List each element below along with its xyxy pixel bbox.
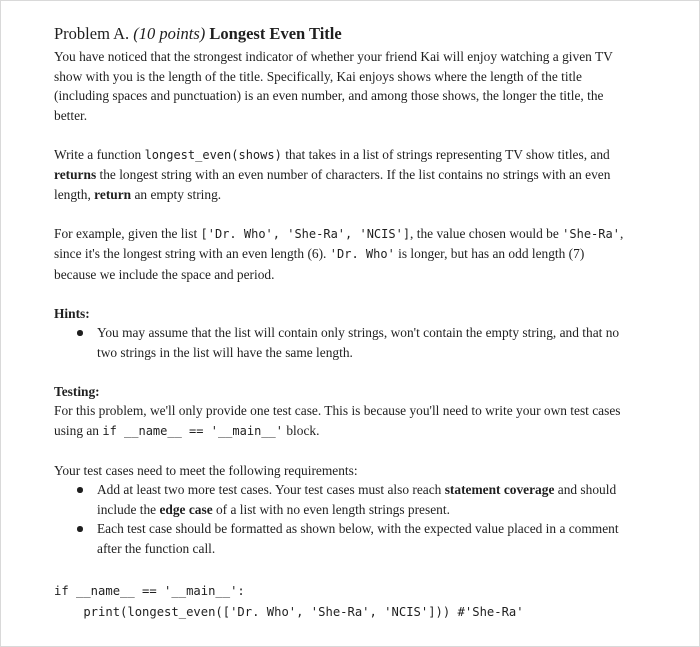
problem-title	[54, 23, 624, 45]
example-list-code: ['Dr. Who', 'She-Ra', 'NCIS']	[200, 226, 411, 241]
intro-paragraph: You have noticed that the strongest indicator of whether your friend Kai will enjoy watching a given TV show with you is the length of the title. Specifically, Kai enjoys shows where the length of the title (including spaces and punctuation) is an even number, and among those shows, the longer the title, the better.	[54, 49, 613, 123]
list-item: Add at least two more test cases. Your test cases must also reach statement coverage and should include the edge case of a list with no even length strings present.	[97, 480, 624, 519]
testing-paragraph: For this problem, we'll only provide one test case. This is because you'll need to write your own test cases using an if __name__ == '__main__' block.	[54, 403, 621, 438]
hints-list	[54, 323, 624, 362]
example-paragraph: For example, given the list ['Dr. Who', 'She-Ra', 'NCIS'], the value chosen would be 'She-Ra', since it's the longest string with an even length (6). 'Dr. Who' is longer, but has an odd length (7) because we include the space and period.	[54, 225, 624, 282]
main-guard-code: if __name__ == '__main__'	[102, 423, 283, 438]
list-item: Each test case should be formatted as shown below, with the expected value placed in a comment after the function call.	[97, 519, 624, 558]
testing-heading: Testing:	[54, 383, 100, 399]
problem-content	[54, 23, 624, 623]
requirements-intro: Your test cases need to meet the following requirements:	[54, 462, 358, 478]
code-line: print(longest_even(['Dr. Who', 'She-Ra', 'NCIS'])) #'She-Ra'	[54, 604, 524, 619]
problem-name: Longest Even Title	[209, 24, 342, 43]
function-signature: longest_even(shows)	[144, 147, 282, 162]
example-longer-code: 'Dr. Who'	[329, 247, 395, 261]
example-chosen-code: 'She-Ra'	[562, 226, 620, 241]
list-item: You may assume that the list will contain only strings, won't contain the empty string, and that no two strings in the list will have the same length.	[97, 323, 624, 362]
problem-points: (10 points)	[133, 24, 206, 43]
code-example	[54, 581, 624, 623]
task-paragraph: Write a function longest_even(shows) that takes in a list of strings representing TV show titles, and returns the longest string with an even number of characters. If the list contains no strings with an even length, return an empty string.	[54, 146, 611, 202]
code-line: if __name__ == '__main__':	[54, 583, 245, 598]
requirements-list	[54, 480, 624, 558]
problem-label: Problem A.	[54, 24, 130, 43]
hints-heading: Hints:	[54, 305, 90, 321]
